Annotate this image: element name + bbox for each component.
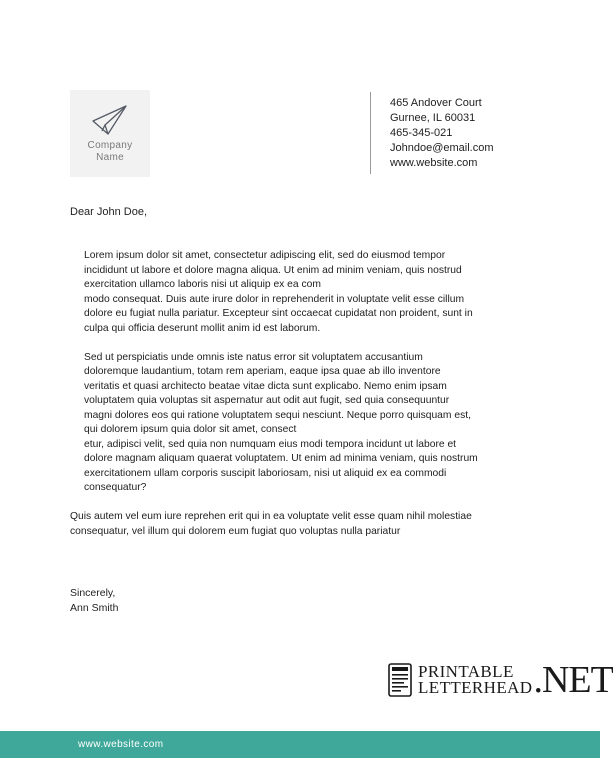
closing-block — [70, 586, 118, 615]
watermark-line2: LETTERHEAD — [418, 678, 533, 697]
company-name: Company Name — [87, 140, 133, 163]
watermark-line1: PRINTABLE — [418, 662, 514, 681]
paper-plane-icon — [91, 104, 129, 136]
salutation: Dear John Doe, — [70, 206, 148, 218]
paragraph-1: Lorem ipsum dolor sit amet, consectetur adipiscing elit, sed do eiusmod tempor incididunt ut labore et dolore magna aliqua. Ut enim ad minim veniam, quis nostrud exercitation ullamco laboris nisi ut aliquip ex ea com modo consequat. Duis aute irure dolor in reprehenderit in voluptate velit esse cillum dolore eu fugiat nulla pariatur. Excepteur sint occaecat cupidatat non proident, sunt in culpa qui officia deserunt mollit anim id est laborum. — [84, 250, 473, 334]
address-street: 465 Andover Court — [390, 97, 482, 109]
address-block — [390, 96, 494, 171]
paragraph-2: Sed ut perspiciatis unde omnis iste natus error sit voluptatem accusantium doloremque laudantium, totam rem aperiam, eaque ipsa quae ab illo inventore veritatis et quasi architecto beatae vitae dicta sunt explicabo. Nemo enim ipsam voluptatem quia voluptas sit aspernatur aut odit aut fugit, sed quia consequuntur magni dolores eos qui ratione voluptatem sequi nesciunt. Neque porro quisquam est, qui dolorem ipsum quia dolor sit amet, consect etur, adipisci velit, sed quia non numquam eius modi tempora incidunt ut labore et dolore magnam aliquam quaerat voluptatem. Ut enim ad minima veniam, quis nostrum exercitationem ullam corporis suscipit laboriosam, nisi ut aliquid ex ea commodi consequatur? — [84, 351, 478, 493]
address-email: Johndoe@email.com — [390, 142, 494, 154]
watermark-text — [418, 659, 613, 701]
company-logo — [70, 90, 150, 177]
address-phone: 465-345-021 — [390, 127, 453, 139]
document-icon — [388, 663, 412, 697]
watermark-logo — [388, 659, 613, 701]
address-city: Gurnee, IL 60031 — [390, 112, 476, 124]
footer-website: www.website.com — [78, 739, 164, 750]
watermark-suffix: .NET — [533, 659, 613, 701]
letter-body — [70, 249, 540, 554]
address-website: www.website.com — [390, 157, 478, 169]
header-divider — [370, 92, 371, 174]
footer-bar — [0, 731, 600, 758]
paragraph-3: Quis autem vel eum iure reprehen erit qui in ea voluptate velit esse quam nihil molestiae consequatur, vel illum qui dolorem eum fugiat quo voluptas nulla pariatur — [70, 511, 472, 537]
closing-phrase: Sincerely, — [70, 587, 116, 599]
signer-name: Ann Smith — [70, 601, 119, 614]
